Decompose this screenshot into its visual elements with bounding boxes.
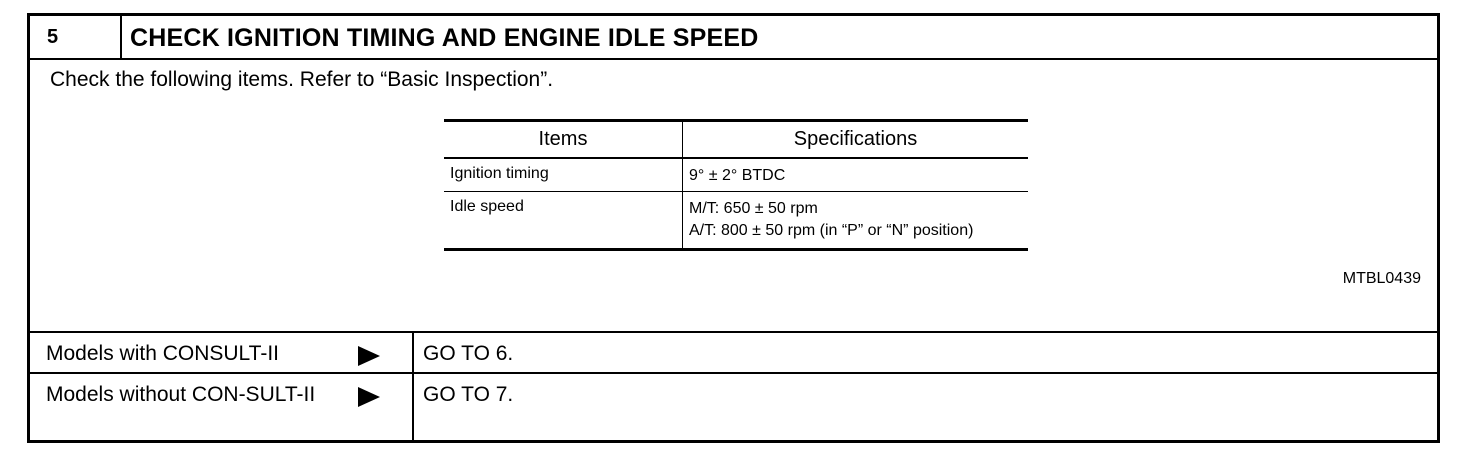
- condition-text: Models with CONSULT-II: [46, 342, 279, 365]
- spec-table: [444, 119, 1028, 251]
- table-row: [444, 158, 1028, 192]
- specifications-column-header: Specifications: [683, 121, 1029, 159]
- condition-text: Models without CON-SULT-II: [46, 383, 316, 406]
- spec-line: 9° ± 2° BTDC: [689, 167, 786, 184]
- spec-cell: [683, 192, 1029, 250]
- table-row: [444, 192, 1028, 250]
- spec-cell: [683, 158, 1029, 192]
- goto-row: [30, 331, 1437, 372]
- condition-cell: [30, 374, 414, 443]
- spec-line: A/T: 800 ± 50 rpm (in “P” or “N” position): [689, 222, 974, 239]
- procedure-block: [27, 13, 1440, 443]
- step-title: CHECK IGNITION TIMING AND ENGINE IDLE SPEED: [130, 24, 759, 52]
- spec-line: M/T: 650 ± 50 rpm: [689, 200, 818, 217]
- item-cell: Idle speed: [444, 192, 683, 250]
- spec-table-header-row: [444, 121, 1028, 159]
- step-number: 5: [30, 16, 122, 58]
- step-header: [30, 16, 1437, 60]
- figure-code: MTBL0439: [1342, 270, 1421, 287]
- goto-row: [30, 372, 1437, 443]
- item-cell: Ignition timing: [444, 158, 683, 192]
- arrow-right-icon: [358, 346, 380, 366]
- items-column-header: Items: [444, 121, 683, 159]
- arrow-right-icon: [358, 387, 380, 407]
- instruction-text: Check the following items. Refer to “Basic Inspection”.: [50, 68, 554, 91]
- condition-cell: [30, 333, 414, 372]
- goto-action: GO TO 7.: [423, 383, 514, 406]
- goto-action: GO TO 6.: [423, 342, 514, 365]
